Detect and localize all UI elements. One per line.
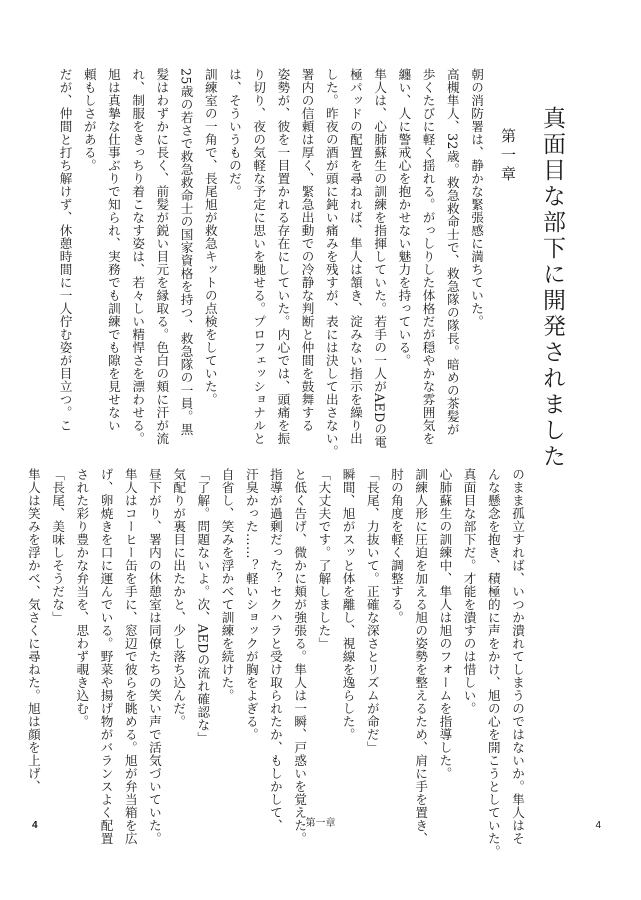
text-line: り切り、夜の気軽な予定に思いを馳せる。プロフェッショナルと xyxy=(251,68,267,445)
text-line: 極パッドの配置を尋ねれば、隼人は頷き、淀みない指示を繰り出 xyxy=(347,68,363,445)
text-line: 真面目な部下だ。才能を潰すのは惜しい。 xyxy=(461,468,477,715)
text-line: だが、仲間と打ち解けず、休憩時間に一人佇む姿が目立つ。こ xyxy=(57,68,73,432)
text-line: された彩り豊かな弁当を、思わず覗き込む。 xyxy=(74,468,90,728)
text-line: 「長尾、力抜いて。正確な深さとリズムが命だ」 xyxy=(364,468,380,754)
text-line: れ、制服をきっちり着こなす姿は、若々しい精悍さを漂わせる。 xyxy=(130,68,146,445)
text-line: 肘の角度を軽く調整する。 xyxy=(388,468,404,624)
text-line: 25歳の若さで救急救命士の国家資格を持つ、救急隊の一員。黒 xyxy=(178,68,194,436)
text-line: 昼下がり、署内の休憩室は同僚たちの笑い声で活気づいていた。 xyxy=(146,468,162,845)
text-line: 纏い、人に警戒心を抱かせない魅力を持っている。 xyxy=(396,68,412,367)
text-line: んな懸念を抱き、積極的に声をかけ、旭の心を開こうとしていた。 xyxy=(485,468,501,858)
text-line: 歩くたびに軽く揺れる。がっしりした体格だが穏やかな雰囲気を xyxy=(420,68,436,445)
text-line: げ、卵焼きを口に運んでいる。野菜や揚げ物がバランスよく配置 xyxy=(98,468,114,845)
text-line: 隼人は笑みを浮かべ、気さくに尋ねた。旭は顔を上げ、 xyxy=(25,468,41,793)
body-text-lower xyxy=(21,468,529,858)
chapter-heading: 第一章 xyxy=(499,128,517,185)
text-line: 訓練室の一角で、長尾旭が救急キットの点検をしていた。 xyxy=(202,68,218,406)
text-line: 「長尾、美味しそうだな」 xyxy=(50,468,66,624)
text-line: 旭は真摯な仕事ぶりで知られ、実務でも訓練でも隙を見せない xyxy=(105,68,121,432)
text-line: 「了解。問題ないよ。次、AEDの流れ確認な」 xyxy=(195,468,211,745)
text-line: 隼人は、心肺蘇生の訓練を指揮していた。若手の一人がAEDの電 xyxy=(372,68,388,449)
page-title: 真面目な部下に開発されました xyxy=(539,106,565,470)
text-line: 指導が過剰だった？セクハラと受け取られたか、もしかして、 xyxy=(267,468,283,832)
page-number-left: 4 xyxy=(32,820,38,831)
text-line: と低く告げ、微かに頬が強張る。隼人は一瞬、戸惑いを覚えた。 xyxy=(292,468,308,845)
running-footer: 第一章 xyxy=(305,818,336,829)
text-line: 汗臭かった……？軽いショックが胸をよぎる。 xyxy=(243,468,259,741)
text-line: 朝の消防署は、静かな緊張感に満ちていた。 xyxy=(469,68,484,328)
text-line: 頼もしさがある。 xyxy=(81,68,97,172)
text-line: 訓練人形に圧迫を加える旭の姿勢を整えるため、肩に手を置き、 xyxy=(413,468,429,845)
text-line: 自省し、笑みを浮かべて訓練を続けた。 xyxy=(219,468,235,702)
page-number-right: 4 xyxy=(595,820,601,831)
text-line: のまま孤立すれば、いつか潰れてしまうのではないか。隼人はそ xyxy=(510,468,525,845)
text-line: した。昨夜の酒が頭に鈍い痛みを残すが、表には決して出さない。 xyxy=(323,68,339,458)
text-line: 署内の信頼は厚く、緊急出動での冷静な判断と仲間を鼓舞する xyxy=(299,68,315,432)
text-line: 「大丈夫です。了解しました」 xyxy=(316,468,332,650)
text-line: 瞬間、旭がスッと体を離し、視線を逸らした。 xyxy=(340,468,356,741)
text-line: 髪はわずかに長く、前髪が鋭い目元を縁取る。色白の頬に汗が流 xyxy=(154,68,170,445)
text-line: 姿勢が、彼を一目置かれる存在にしていた。内心では、頭痛を振 xyxy=(275,68,291,445)
text-line: 隼人はコーヒー缶を手に、窓辺で彼らを眺める。旭が弁当箱を広 xyxy=(122,468,138,845)
text-line: は、そういうものだ。 xyxy=(226,68,242,198)
body-text-upper xyxy=(52,68,488,458)
text-line: 高槻隼人、32歳。救急救命士で、救急隊の隊長。暗めの茶髪が xyxy=(444,68,460,436)
text-line: 気配りが裏目に出たかと、少し落ち込んだ。 xyxy=(171,468,187,728)
text-line: 心肺蘇生の訓練中、隼人は旭のフォームを指導した。 xyxy=(437,468,453,780)
